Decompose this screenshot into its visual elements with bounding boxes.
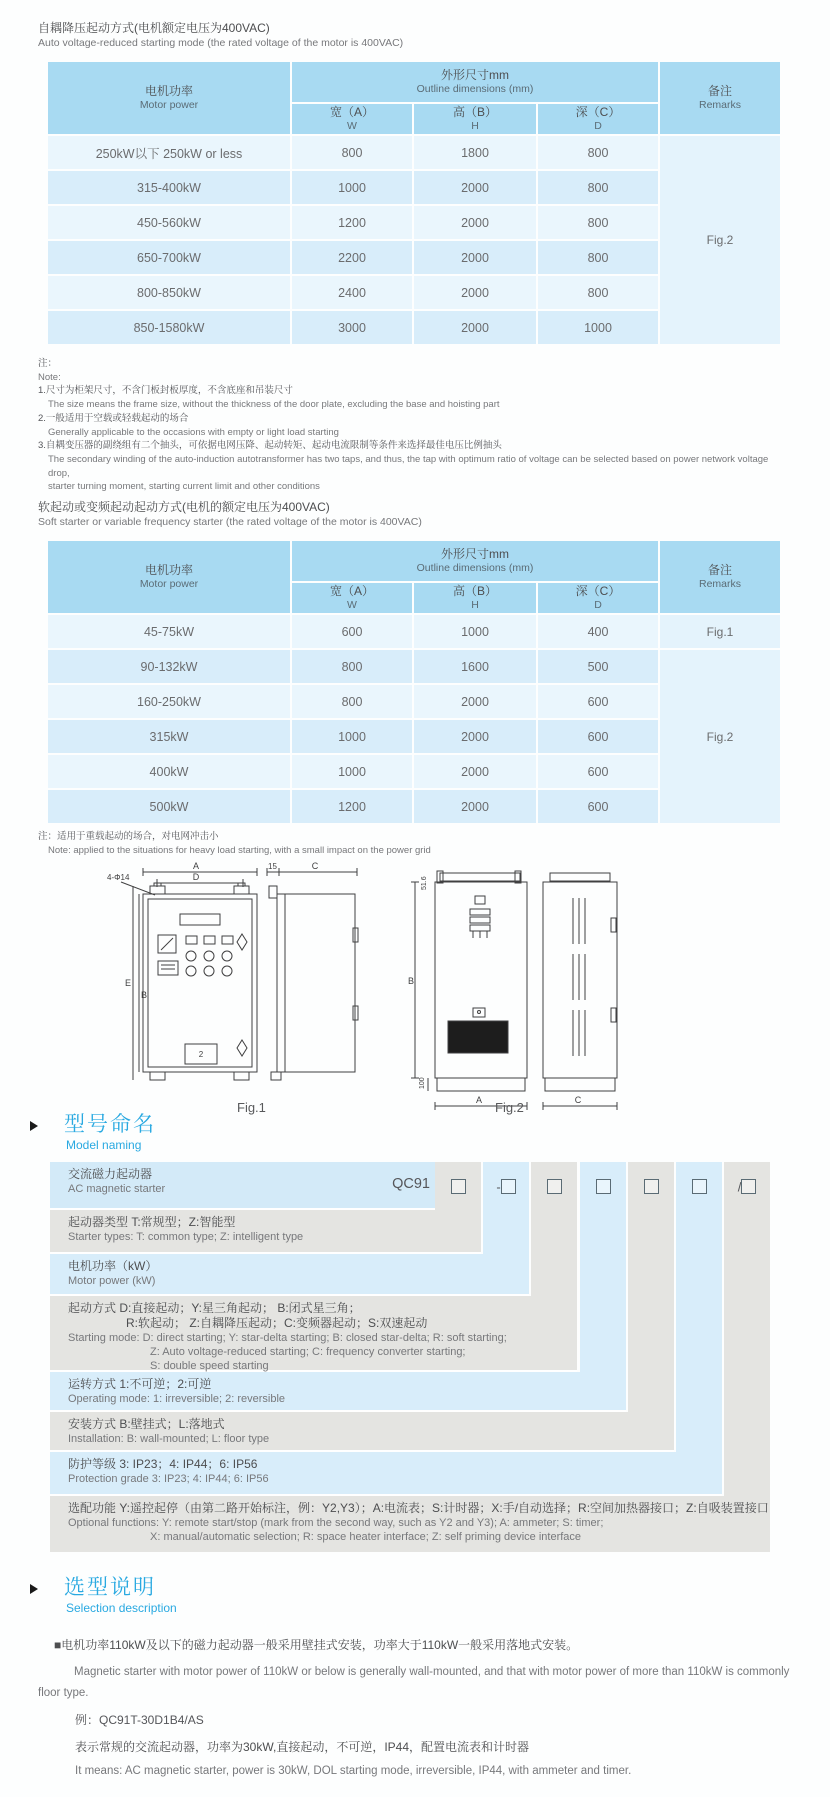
section1-title-zh: 自耦降压起动方式(电机额定电压为400VAC): [38, 21, 270, 35]
fig1-dim-a: A: [192, 861, 200, 871]
table-cell: 800: [538, 171, 658, 204]
col-header-remarks: 备注 Remarks: [660, 541, 780, 613]
table-cell: 160-250kW: [48, 685, 290, 718]
model-code-box: [547, 1179, 562, 1194]
soft-starter-dimensions-table: [48, 541, 780, 823]
table-cell: 800-850kW: [48, 276, 290, 309]
note-line: 1.尺寸为柜架尺寸，不含门板封板厚度，不含底座和吊装尺寸: [38, 385, 293, 397]
fig1-nameplate-label: 2: [198, 1050, 204, 1059]
table-cell: 250kW以下 250kW or less: [48, 136, 290, 169]
fig2-dim-516: 51.6: [421, 876, 428, 890]
table-cell: 450-560kW: [48, 206, 290, 239]
model-naming-heading-zh: 型号命名: [64, 1113, 156, 1136]
model-naming-heading-en: Model naming: [66, 1138, 142, 1152]
model-code-column: [531, 1162, 577, 1296]
fig1-dim-15: 15: [268, 862, 277, 871]
model-naming-row-motor-power: 电机功率（kW） Motor power (kW): [50, 1254, 529, 1296]
selection-paragraph-zh: ■电机功率110kW及以下的磁力起动器一般采用壁挂式安装，功率大于110kW一般采用落地式安装。: [54, 1638, 579, 1652]
model-naming-table: [50, 1162, 772, 1552]
col-header-motor-power: 电机功率 Motor power: [48, 62, 290, 134]
table-cell: 2000: [414, 311, 536, 344]
model-naming-row-product: 交流磁力起动器 AC magnetic starter QC91: [50, 1162, 435, 1210]
table-cell: 2000: [414, 241, 536, 274]
model-code-column: /: [724, 1162, 770, 1496]
table-cell: 500kW: [48, 790, 290, 823]
selection-heading-en: Selection description: [66, 1601, 177, 1615]
model-code-box: [596, 1179, 611, 1194]
col-header-height: 高（B） H: [414, 104, 536, 134]
note-line: starter turning moment, starting current limit and other conditions: [48, 481, 320, 493]
model-code-column: [676, 1162, 722, 1452]
section-marker-icon: [30, 1121, 38, 1131]
table-cell: 90-132kW: [48, 650, 290, 683]
table-cell: 600: [538, 790, 658, 823]
model-naming-heading: [30, 1112, 156, 1153]
fig2-dim-b: B: [408, 976, 415, 986]
table-cell: 1800: [414, 136, 536, 169]
note-line: 注：适用于重载起动的场合，对电网冲击小: [38, 831, 219, 842]
table-cell: 2000: [414, 720, 536, 753]
table-cell: 800: [538, 276, 658, 309]
fig1-side-view: [267, 868, 358, 1080]
table-cell: 2000: [414, 685, 536, 718]
table-cell: 800: [292, 650, 412, 683]
model-code-box: [501, 1179, 516, 1194]
note-line: 2.一般适用于空载或轻载起动的场合: [38, 412, 189, 424]
selection-heading-zh: 选型说明: [64, 1576, 156, 1599]
table-cell: 800: [292, 685, 412, 718]
table-cell: 400: [538, 615, 658, 648]
table-cell: 800: [292, 136, 412, 169]
table-cell: 850-1580kW: [48, 311, 290, 344]
table-cell: 1000: [538, 311, 658, 344]
table-cell: 400kW: [48, 755, 290, 788]
note-line: 注：: [38, 358, 58, 369]
remarks-cell-fig2: Fig.2: [660, 650, 780, 823]
table-cell: 3000: [292, 311, 412, 344]
table-cell: 1600: [414, 650, 536, 683]
model-naming-row-operating-mode: 运转方式 1:不可逆；2:可逆 Operating mode: 1: irreversible; 2: reversible: [50, 1372, 626, 1412]
selection-paragraph-en: Magnetic starter with motor power of 110kW or below is generally wall-mounted, and that with motor power of more than 110kW is commonly floor type.: [38, 1666, 790, 1699]
figure-dim-labels: [107, 861, 582, 1105]
fig1-dim-c: C: [311, 861, 319, 871]
table-cell: 1200: [292, 206, 412, 239]
col-header-outline-dimensions: 外形尺寸mm Outline dimensions (mm): [292, 541, 658, 581]
table-cell: 2000: [414, 276, 536, 309]
fig2-dim-c: C: [574, 1095, 582, 1105]
note-line: Note: applied to the situations for heavy load starting, with a small impact on the power grid: [48, 844, 431, 856]
fig1-dim-e: E: [125, 978, 132, 988]
section2-title: [38, 499, 778, 530]
model-code-column: [435, 1162, 481, 1210]
selection-example-code: 例：QC91T-30D1B4/AS: [75, 1713, 204, 1727]
fig1-holes-label: 4-Φ14: [107, 873, 130, 882]
fig2-dim-100: 100: [419, 1077, 426, 1089]
table-cell: 1000: [292, 171, 412, 204]
auto-voltage-dimensions-table: [48, 62, 780, 344]
table-cell: 800: [538, 206, 658, 239]
section2-title-en: Soft starter or variable frequency starter (the rated voltage of the motor is 400VAC): [38, 516, 422, 528]
remarks-cell-fig2: Fig.2: [660, 136, 780, 344]
table-cell: 1000: [414, 615, 536, 648]
model-code-column: -: [483, 1162, 529, 1254]
section1-title: [38, 20, 778, 51]
table-cell: 45-75kW: [48, 615, 290, 648]
selection-example-zh: 表示常规的交流起动器，功率为30kW,直接起动，不可逆，IP44，配置电流表和计时器: [75, 1740, 530, 1754]
table-cell: 600: [538, 755, 658, 788]
section2-title-zh: 软起动或变频起动起动方式(电机的额定电压为400VAC): [38, 500, 330, 514]
table-cell: 800: [538, 136, 658, 169]
table-cell: 1200: [292, 790, 412, 823]
model-naming-row-optional-functions: 选配功能 Y:遥控起停（由第二路开始标注，例：Y2,Y3）；A:电流表；S:计时器；X:手/自动选择；R:空间加热器接口；Z:自吸装置接口 Optional functions: Y: remote start/stop (mark from the second way, such as Y2 and Y3); A: ammeter; S: timer; X: manual/automatic selection; R: space heater interface; Z: self priming device interface: [50, 1496, 770, 1552]
table-cell: 600: [292, 615, 412, 648]
table-cell: 2400: [292, 276, 412, 309]
table-cell: 2000: [414, 206, 536, 239]
col-header-depth: 深（C） D: [538, 104, 658, 134]
table-cell: 315kW: [48, 720, 290, 753]
table-cell: 1000: [292, 755, 412, 788]
fig2-dim-a: A: [475, 1095, 483, 1105]
notes-block-1: [38, 357, 788, 494]
col-header-width: 宽（A） W: [292, 583, 412, 613]
col-header-height: 高（B） H: [414, 583, 536, 613]
fig1-dim-b: B: [141, 990, 148, 1000]
fig1-dim-d: D: [192, 872, 200, 882]
table-cell: 600: [538, 685, 658, 718]
model-naming-row-starter-type: 起动器类型 T:常规型；Z:智能型 Starter types: T: common type; Z: intelligent type: [50, 1210, 481, 1254]
selection-description-body: [38, 1637, 796, 1777]
model-code-box: [692, 1179, 707, 1194]
base-model-code: QC91: [392, 1176, 430, 1192]
table-cell: 650-700kW: [48, 241, 290, 274]
table-cell: 2000: [414, 755, 536, 788]
fig2-caption: Fig.2: [495, 1100, 524, 1115]
note-line: The size means the frame size, without the thickness of the door plate, excluding the base and hoisting part: [48, 399, 500, 411]
note-line: Generally applicable to the occasions with empty or light load starting: [48, 426, 339, 438]
model-code-column: [580, 1162, 626, 1372]
table-cell: 800: [538, 241, 658, 274]
remarks-cell-fig1: Fig.1: [660, 615, 780, 648]
model-naming-row-starting-mode: 起动方式 D:直接起动；Y:星三角起动； B:闭式星三角； R:软起动； Z:自耦降压起动；C:变频器起动；S:双速起动 Starting mode: D: direct starting; Y: star-delta starting; B: closed star-delta; R: soft starting; Z: Auto voltage-reduced starting; C: frequency converter starting; S: double speed starting: [50, 1296, 577, 1372]
table-cell: 315-400kW: [48, 171, 290, 204]
col-header-depth: 深（C） D: [538, 583, 658, 613]
table-cell: 1000: [292, 720, 412, 753]
table-cell: 2200: [292, 241, 412, 274]
fig1-front-view: [121, 868, 257, 1080]
model-naming-row-protection-grade: 防护等级 3: IP23；4: IP44；6: IP56 Protection grade 3: IP23; 4: IP44; 6: IP56: [50, 1452, 722, 1496]
fig2-front-view: [411, 871, 527, 1110]
table-cell: 500: [538, 650, 658, 683]
note-line: Note:: [38, 371, 61, 383]
col-header-width: 宽（A） W: [292, 104, 412, 134]
col-header-motor-power: 电机功率 Motor power: [48, 541, 290, 613]
table-cell: 600: [538, 720, 658, 753]
selection-description-heading: [30, 1575, 177, 1616]
section1-title-en: Auto voltage-reduced starting mode (the rated voltage of the motor is 400VAC): [38, 37, 404, 49]
section-marker-icon: [30, 1584, 38, 1594]
note-line: The secondary winding of the auto-induction autotransformer has two taps, and thus, the tap with optimum ratio of voltage can be selected based on power network voltage drop,: [48, 453, 769, 479]
fig2-side-view: [543, 873, 617, 1110]
notes-block-2: [38, 830, 788, 857]
table-cell: 2000: [414, 171, 536, 204]
col-header-outline-dimensions: 外形尺寸mm Outline dimensions (mm): [292, 62, 658, 102]
selection-example-en: It means: AC magnetic starter, power is 30kW, DOL starting mode, irreversible, IP44, with ammeter and timer.: [75, 1765, 632, 1777]
model-code-box: [741, 1179, 756, 1194]
model-code-column: [628, 1162, 674, 1412]
figures-svg: [45, 858, 785, 1120]
model-naming-row-installation: 安装方式 B:壁挂式；L:落地式 Installation: B: wall-mounted; L: floor type: [50, 1412, 674, 1452]
fig1-caption: Fig.1: [237, 1100, 266, 1115]
note-line: 3.自耦变压器的副绕组有二个抽头，可依据电网压降、起动转矩、起动电流限制等条件来选择最佳电压比例抽头: [38, 440, 502, 452]
model-code-box: [644, 1179, 659, 1194]
model-code-box: [451, 1179, 466, 1194]
table-cell: 2000: [414, 790, 536, 823]
outline-drawings: [45, 858, 785, 1125]
col-header-remarks: 备注 Remarks: [660, 62, 780, 134]
